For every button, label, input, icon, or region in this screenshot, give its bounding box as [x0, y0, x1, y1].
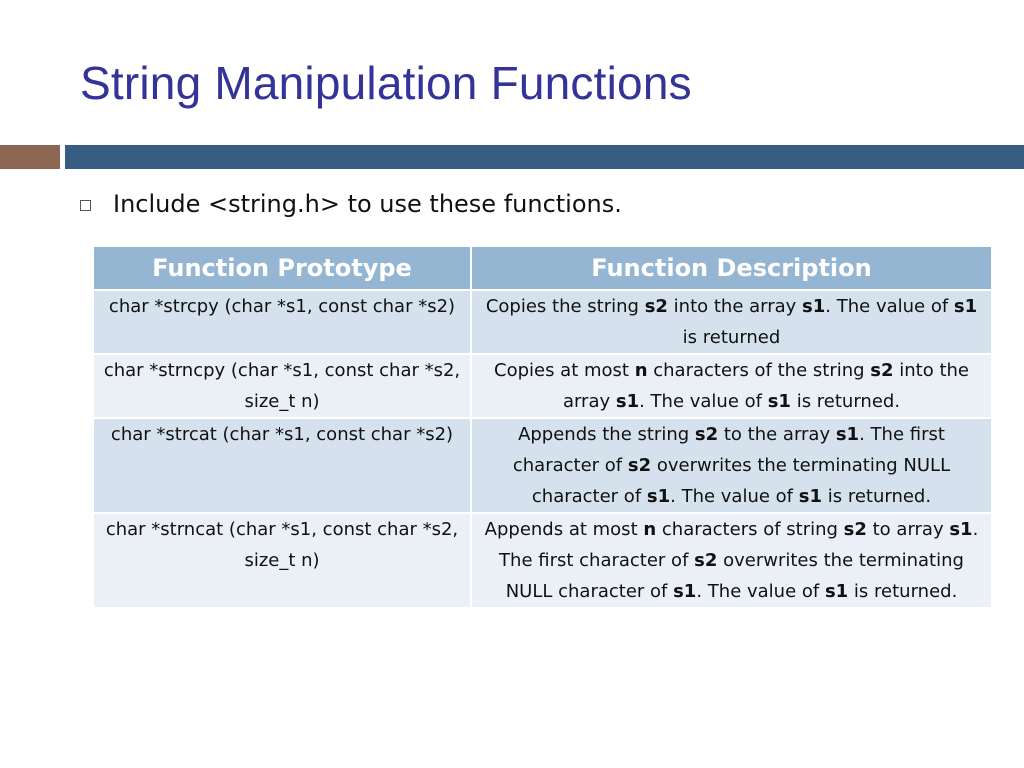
- identifier-text: s1: [949, 519, 973, 540]
- description-text: Copies the string: [485, 296, 645, 317]
- description-text: characters of the string: [647, 360, 871, 381]
- identifier-text: s1: [824, 581, 849, 602]
- table-row: [94, 290, 991, 354]
- description-text: to array: [866, 519, 950, 540]
- header-function-description: Function Description: [471, 247, 991, 290]
- table-header-row: [94, 247, 991, 290]
- function-description-cell: [471, 290, 991, 354]
- slide-title: String Manipulation Functions: [80, 57, 692, 109]
- description-text: . The value of: [670, 486, 799, 507]
- function-description-cell: [471, 418, 991, 513]
- identifier-text: s2: [644, 296, 668, 317]
- description-text: is returned: [682, 327, 781, 348]
- identifier-text: s1: [646, 486, 671, 507]
- identifier-text: s1: [953, 296, 978, 317]
- identifier-text: s2: [843, 519, 867, 540]
- identifier-text: n: [634, 360, 648, 381]
- identifier-text: s1: [615, 391, 640, 412]
- description-text: overwrites the terminating NULL character of: [505, 550, 964, 602]
- description-text: Copies at most: [494, 360, 635, 381]
- description-text: is returned.: [848, 581, 958, 602]
- bullet-text: Include <string.h> to use these functions.: [113, 190, 622, 218]
- description-text: . The value of: [696, 581, 825, 602]
- identifier-text: n: [643, 519, 657, 540]
- header-band-accent: [0, 145, 60, 169]
- function-description-cell: [471, 354, 991, 418]
- description-text: is returned.: [790, 391, 901, 412]
- function-prototype-cell: char *strncat (char *s1, const char *s2, size_t n): [94, 513, 471, 607]
- function-prototype-cell: char *strcat (char *s1, const char *s2): [94, 418, 471, 513]
- description-text: into the array: [562, 360, 969, 412]
- description-text: . The first character of: [512, 424, 945, 476]
- description-text: Appends at most: [484, 519, 644, 540]
- identifier-text: s2: [627, 455, 652, 476]
- identifier-text: s1: [767, 391, 791, 412]
- description-text: to the array: [718, 424, 836, 445]
- table-body: [94, 290, 991, 607]
- bullet-item: [80, 190, 622, 218]
- table-row: [94, 418, 991, 513]
- functions-table: [94, 247, 991, 607]
- description-text: . The first character of: [499, 519, 979, 571]
- identifier-text: s2: [694, 424, 719, 445]
- description-text: . The value of: [639, 391, 768, 412]
- square-bullet-icon: [80, 200, 91, 211]
- description-text: is returned.: [822, 486, 932, 507]
- identifier-text: s1: [798, 486, 822, 507]
- description-text: . The value of: [825, 296, 954, 317]
- description-text: Appends the string: [518, 424, 695, 445]
- function-prototype-cell: char *strcpy (char *s1, const char *s2): [94, 290, 471, 354]
- description-text: into the array: [667, 296, 803, 317]
- function-prototype-cell: char *strncpy (char *s1, const char *s2, size_t n): [94, 354, 471, 418]
- identifier-text: s2: [694, 550, 718, 571]
- header-function-prototype: Function Prototype: [94, 247, 471, 290]
- table-row: [94, 354, 991, 418]
- table-row: [94, 513, 991, 607]
- description-text: overwrites the terminating NULL character of: [531, 455, 951, 507]
- function-description-cell: [471, 513, 991, 607]
- description-text: characters of string: [656, 519, 844, 540]
- identifier-text: s1: [802, 296, 826, 317]
- identifier-text: s1: [673, 581, 697, 602]
- header-band: [65, 145, 1024, 169]
- identifier-text: s2: [870, 360, 894, 381]
- identifier-text: s1: [835, 424, 860, 445]
